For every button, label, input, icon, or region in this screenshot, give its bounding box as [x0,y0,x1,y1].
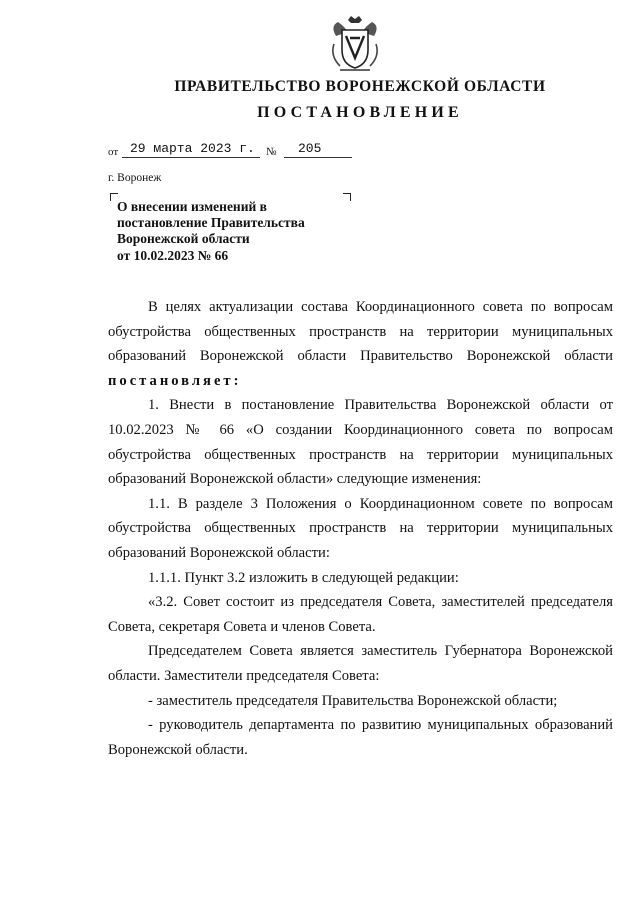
document-body [108,295,613,762]
city: г. Воронеж [108,172,162,184]
coat-of-arms-icon [328,14,382,74]
paragraph-1-1-1: 1.1.1. Пункт 3.2 изложить в следующей редакции: [148,569,459,586]
document-number: 205 [298,141,322,156]
date-underline [122,157,260,158]
document-date: 29 марта 2023 г. [130,141,255,156]
number-sign: № [266,146,277,158]
intro-paragraph: В целях актуализации состава Координационного совета по вопросам обустройства общественных пространств на территории муниципальных образований Воронежской области Правительство Воронежской области постановляет: [108,299,613,389]
document-subject: О внесении изменений в постановление Правительства Воронежской области от 10.02.2023 № 66 [117,199,305,263]
deputy-item-2: - руководитель департамента по развитию муниципальных образований Воронежской области. [108,717,613,758]
number-underline [284,157,352,158]
paragraph-1: 1. Внести в постановление Правительства Воронежской области от 10.02.2023 № 66 «О создании Координационного совета по вопросам обустройства общественных пространств на территории муниципальных образований Воронежской области» следующие изменения: [108,397,613,488]
paragraph-1-1: 1.1. В разделе 3 Положения о Координационном совете по вопросам обустройства общественных пространств на территории муниципальных образований Воронежской области: [108,495,613,561]
deputy-item-1: - заместитель председателя Правительства Воронежской области; [148,692,558,709]
date-prefix: от [108,146,119,158]
resolves-word: постановляет: [108,372,242,389]
chair-paragraph: Председателем Совета является заместитель Губернатора Воронежской области. Заместители председателя Совета: [108,643,613,684]
paragraph-3-2: «3.2. Совет состоит из председателя Совета, заместителей председателя Совета, секретаря Совета и членов Совета. [108,594,613,635]
document-type-title: ПОСТАНОВЛЕНИЕ [257,104,463,121]
government-title: ПРАВИТЕЛЬСТВО ВОРОНЕЖСКОЙ ОБЛАСТИ [174,78,546,95]
date-number-row [108,138,368,160]
